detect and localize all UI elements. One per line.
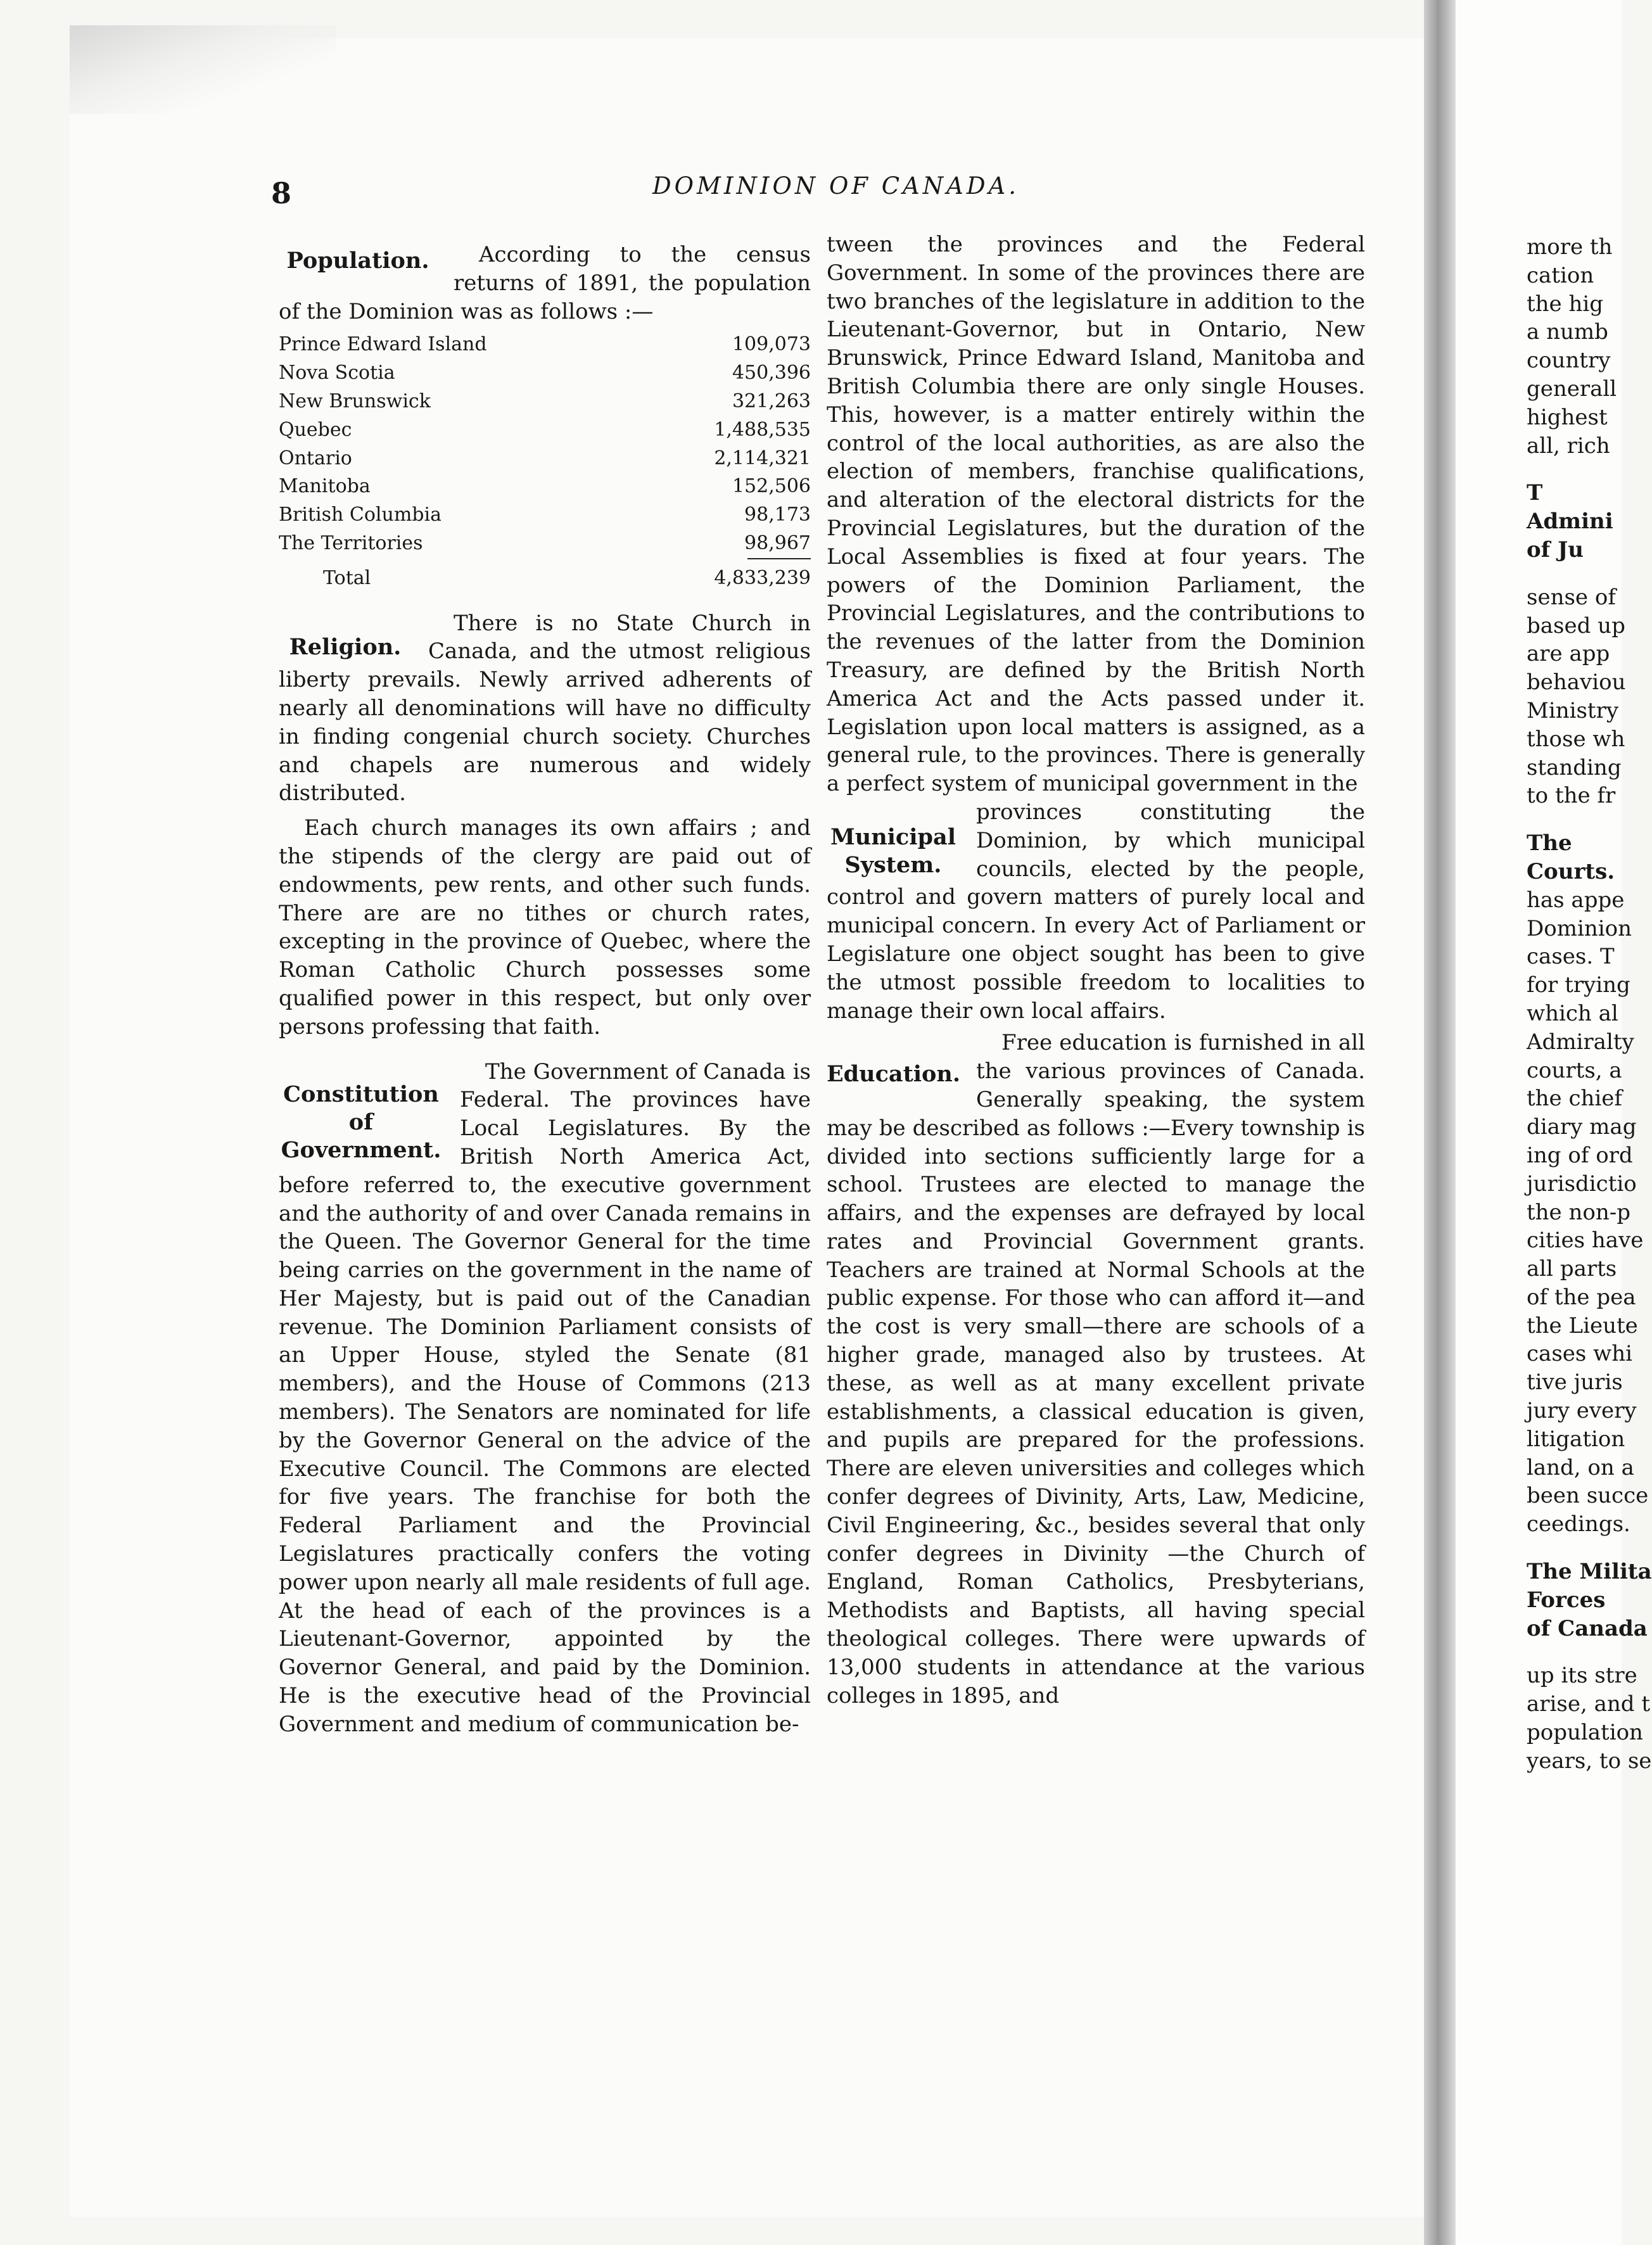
total-value: 4,833,239 [714, 566, 811, 589]
facing-line: Dominion [1527, 915, 1632, 941]
facing-line: sense of [1527, 584, 1616, 610]
facing-line: T [1527, 480, 1543, 506]
facing-line: up its stre [1527, 1663, 1637, 1689]
municipal-paragraph: provinces constituting the Dominion, by which municipal councils, elected by the people, control and govern matters of purely local and municipal concern. In every Act of Parliament or Legislature one object sought has been to give the utmost possible freedom to localities to manage their own local affairs. [827, 799, 1365, 1024]
province-population: 98,173 [744, 504, 811, 526]
facing-line [1527, 1539, 1628, 1558]
province-name: Nova Scotia [279, 362, 395, 385]
facing-line [1527, 564, 1628, 583]
census-row [279, 359, 811, 388]
facing-line: jury every [1527, 1398, 1637, 1424]
facing-line: arise, and t [1527, 1691, 1650, 1717]
religion-paragraph-1: There is no State Church in Canada, and the utmost religious liberty prevails. Newly arrived adherents of nearly all denominations will have no difficulty in finding congenial church society. Churches and chapels are numerous and widely distributed. [279, 610, 811, 806]
facing-line: based up [1527, 613, 1625, 639]
facing-line: cases. T [1527, 944, 1615, 970]
education-paragraph: Free education is furnished in all the various provinces of Canada. Generally speaking, the system may be described as follows :—Every township is divided into sections sufficiently large for a school. Trustees are elected to manage the affairs, and the expenses are defrayed by local rates and Provincial Government grants. Teachers are trained at Normal Schools at the public expense. For those who can afford it—and the cost is very small—there are schools of a higher grade, managed also by trustees. At these, as well as at many excellent private establishments, a classical education is given, and pupils are prepared for the professions. There are eleven universities and colleges which confer degrees of Divinity, Arts, Law, Medicine, Civil Engineering, &c., besides several that only confer degrees in Divinity —the Church of England, Roman Catholics, Presbyterians, Methodists and Baptists, all having special theological colleges. There were upwards of 13,000 students in attendance at the various colleges in 1895, and [827, 1030, 1365, 1708]
constitution-heading-line-1: Constitution [283, 1081, 439, 1107]
province-population: 109,073 [732, 333, 811, 356]
facing-line: of the pea [1527, 1284, 1636, 1310]
facing-line: Admiralty [1527, 1029, 1634, 1055]
facing-line: for trying [1527, 972, 1630, 998]
province-population: 2,114,321 [714, 447, 811, 469]
province-population: 1,488,535 [714, 418, 811, 441]
province-name: Manitoba [279, 475, 371, 498]
religion-heading: Religion. [289, 633, 402, 660]
facing-line: to the fr [1527, 783, 1616, 809]
constitution-paragraph: The Government of Canada is Federal. The provinces have Local Legislatures. By the British North America Act, before referred to, the executive government and the authority of and over Canada remains in the Queen. The Governor General for the time being carries on the government in the name of Her Majesty, but is paid out of the Canadian revenue. The Dominion Parliament consists of an Upper House, styled the Senate (81 members), and the House of Commons (213 members). The Senators are nominated for life by the Governor General on the advice of the Executive Council. The Commons are elected for five years. The franchise for both the Federal Parliament and the Provincial Legislatures practically confers the voting power upon nearly all male residents of full age. At the head of each of the provinces is a Lieutenant-Governor, appointed by the Governor General, and paid by the Dominion. He is the executive head of the Provincial Government and medium of communication be- [279, 1059, 811, 1737]
facing-line: diary mag [1527, 1114, 1637, 1140]
facing-line: population [1527, 1720, 1643, 1746]
census-row [279, 501, 811, 530]
province-name: British Columbia [279, 504, 442, 526]
census-row [279, 445, 811, 473]
facing-line: the hig [1527, 291, 1604, 317]
constitution-heading-line-3: Government. [281, 1136, 442, 1163]
facing-line: generall [1527, 376, 1617, 402]
book-gutter [1424, 0, 1456, 2245]
facing-line [1527, 1643, 1628, 1662]
facing-line: The Milita [1527, 1559, 1652, 1585]
population-intro: According to the census returns of 1891, the population of the Dominion was as follows :— [279, 242, 811, 324]
page-number: 8 [271, 176, 292, 210]
facing-line: been succe [1527, 1483, 1649, 1509]
province-population: 450,396 [732, 362, 811, 385]
facing-line: has appe [1527, 887, 1625, 913]
facing-line: cities have [1527, 1228, 1644, 1254]
facing-line: all parts [1527, 1256, 1617, 1282]
facing-line: cases whi [1527, 1341, 1633, 1367]
facing-page-text [1527, 233, 1652, 1776]
facing-line: country [1527, 348, 1611, 374]
total-rule [747, 558, 811, 559]
facing-line: standing [1527, 754, 1622, 780]
province-population: 98,967 [744, 531, 811, 554]
facing-line: of Canada [1527, 1615, 1648, 1641]
facing-line: years, to se [1527, 1748, 1652, 1774]
education-heading: Education. [827, 1061, 961, 1088]
census-table [279, 331, 811, 557]
municipal-heading-line-1: Municipal [830, 824, 956, 850]
province-name: New Brunswick [279, 390, 431, 412]
census-total [279, 564, 811, 593]
province-name: The Territories [279, 531, 423, 554]
census-row [279, 331, 811, 359]
census-row [279, 388, 811, 416]
facing-line: ceedings. [1527, 1511, 1630, 1537]
facing-line [1527, 810, 1628, 829]
page-corner-shadow [70, 25, 336, 114]
facing-line: those wh [1527, 726, 1625, 752]
constitution-continued: tween the provinces and the Federal Government. In some of the provinces there are two branches of the legislature in addition to the Lieutenant-Governor, but in Ontario, New Brunswick, Prince Edward Island, Manitoba and British Columbia there are only single Houses. This, however, is a matter entirely within the control of the local authorities, as are also the election of members, franchise qualifications, and alteration of the electoral districts for the Provincial Legislatures, but the duration of the Local Assemblies is fixed at four years. The powers of the Dominion Parliament, the Provincial Legislatures, and the contributions to the revenues of the latter from the Dominion Treasury, are defined by the British North America Act and the Acts passed under it. Legislation upon local matters is assigned, as a general rule, to the provinces. There is generally a perfect system of municipal government in the [827, 232, 1365, 797]
facing-line: highest [1527, 404, 1608, 430]
population-heading: Population. [286, 248, 429, 274]
province-population: 321,263 [732, 390, 811, 412]
province-name: Quebec [279, 418, 352, 441]
facing-line: which al [1527, 1000, 1618, 1026]
census-row [279, 473, 811, 501]
facing-line: ing of ord [1527, 1142, 1633, 1168]
province-name: Ontario [279, 447, 352, 469]
left-column [279, 241, 811, 1739]
facing-line: The [1527, 830, 1572, 856]
facing-line: a numb [1527, 319, 1608, 345]
facing-line [1527, 460, 1628, 479]
census-row [279, 416, 811, 445]
facing-line: courts, a [1527, 1057, 1622, 1083]
facing-line: Courts. [1527, 858, 1615, 884]
facing-line: Admini [1527, 509, 1613, 535]
municipal-heading-line-2: System. [844, 851, 942, 878]
facing-line: jurisdictio [1527, 1171, 1637, 1197]
facing-line: Forces [1527, 1587, 1606, 1613]
facing-line: the chief [1527, 1086, 1623, 1112]
facing-line: the Lieute [1527, 1313, 1638, 1339]
facing-line: the non-p [1527, 1199, 1631, 1225]
middle-column [827, 231, 1365, 1710]
facing-line: Ministry [1527, 697, 1619, 723]
facing-line: all, rich [1527, 433, 1610, 459]
facing-line: cation [1527, 262, 1594, 288]
census-row [279, 530, 811, 558]
municipal-heading [827, 824, 960, 879]
facing-line: litigation [1527, 1426, 1625, 1452]
facing-line: are app [1527, 641, 1610, 667]
constitution-heading [279, 1081, 443, 1164]
facing-line: tive juris [1527, 1370, 1623, 1396]
religion-paragraph-2: Each church manages its own affairs ; and the stipends of the clergy are paid out of endowments, pew rents, and other such funds. There are are no tithes or church rates, excepting in the province of Quebec, where the Roman Catholic Church possesses some qualified power in this respect, but only over persons professing that faith. [279, 815, 811, 1040]
constitution-heading-line-2: of [348, 1109, 374, 1135]
province-population: 152,506 [732, 475, 811, 498]
facing-line: land, on a [1527, 1454, 1634, 1480]
facing-line: of Ju [1527, 537, 1584, 563]
province-name: Prince Edward Island [279, 333, 487, 356]
total-label: Total [323, 566, 371, 589]
facing-line: more th [1527, 234, 1613, 260]
running-head: DOMINION OF CANADA. [652, 172, 1019, 200]
facing-line: behaviou [1527, 670, 1626, 696]
